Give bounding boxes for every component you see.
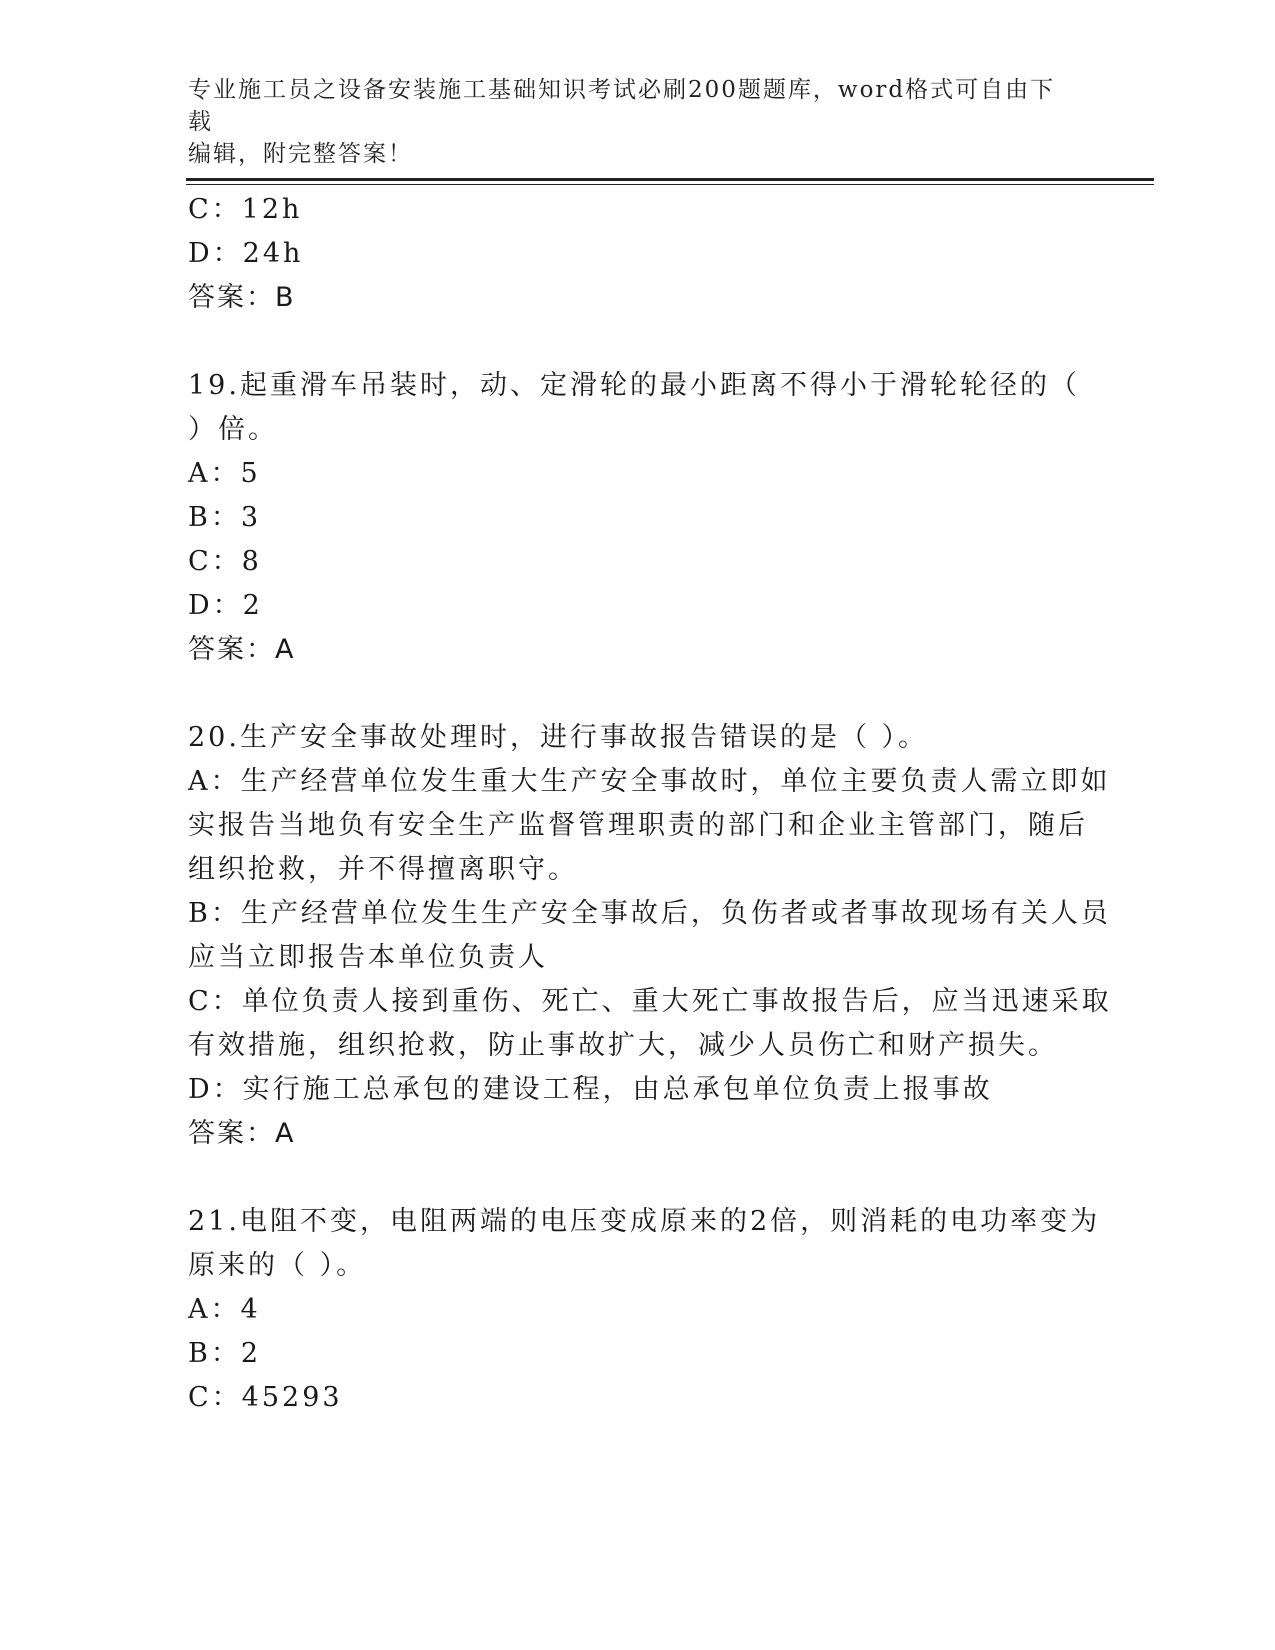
- q19-option-d: D：2: [188, 590, 263, 621]
- q21-stem-line2: 原来的（ ）。: [188, 1250, 367, 1281]
- q20-option-a-line3: 组织抢救，并不得擅离职守。: [188, 854, 578, 885]
- q19-answer: 答案：A: [188, 634, 296, 665]
- q19-option-b: B：3: [188, 502, 262, 533]
- q20-option-c-line2: 有效措施，组织抢救，防止事故扩大，减少人员伤亡和财产损失。: [188, 1030, 1058, 1061]
- q19-option-c: C：8: [188, 546, 262, 577]
- header-divider-thin: [186, 184, 1154, 185]
- q18-answer: 答案：B: [188, 282, 296, 313]
- q19-stem-line1: 19.起重滑车吊装时，动、定滑轮的最小距离不得小于滑轮轮径的（: [188, 370, 1080, 401]
- header-title-line2: 编辑，附完整答案！: [188, 141, 413, 167]
- q20-option-a-line1: A：生产经营单位发生重大生产安全事故时，单位主要负责人需立即如: [188, 766, 1111, 797]
- q21-option-b: B：2: [188, 1338, 262, 1369]
- q20-option-a-line2: 实报告当地负有安全生产监督管理职责的部门和企业主管部门，随后: [188, 810, 1088, 841]
- q21-option-c: C：45293: [188, 1382, 343, 1413]
- q20-option-d: D：实行施工总承包的建设工程，由总承包单位负责上报事故: [188, 1074, 993, 1105]
- q20-option-b-line1: B：生产经营单位发生生产安全事故后，负伤者或者事故现场有关人员: [188, 898, 1111, 929]
- q19-option-a: A：5: [188, 458, 261, 489]
- q18-option-c: C：12h: [188, 194, 303, 225]
- header-divider-thick: [186, 178, 1154, 181]
- q21-option-a: A：4: [188, 1294, 261, 1325]
- q20-answer: 答案：A: [188, 1118, 296, 1149]
- q19-stem-line2: ）倍。: [188, 414, 278, 445]
- header-title-line1: 专业施工员之设备安装施工基础知识考试必刷200题题库，word格式可自由下载: [188, 77, 1056, 135]
- q20-option-b-line2: 应当立即报告本单位负责人: [188, 942, 548, 973]
- q20-option-c-line1: C：单位负责人接到重伤、死亡、重大死亡事故报告后，应当迅速采取: [188, 986, 1112, 1017]
- q20-stem: 20.生产安全事故处理时，进行事故报告错误的是（ ）。: [188, 722, 929, 753]
- q21-stem-line1: 21.电阻不变，电阻两端的电压变成原来的2倍，则消耗的电功率变为: [188, 1206, 1101, 1237]
- q18-option-d: D：24h: [188, 238, 304, 269]
- document-header: [188, 74, 1068, 170]
